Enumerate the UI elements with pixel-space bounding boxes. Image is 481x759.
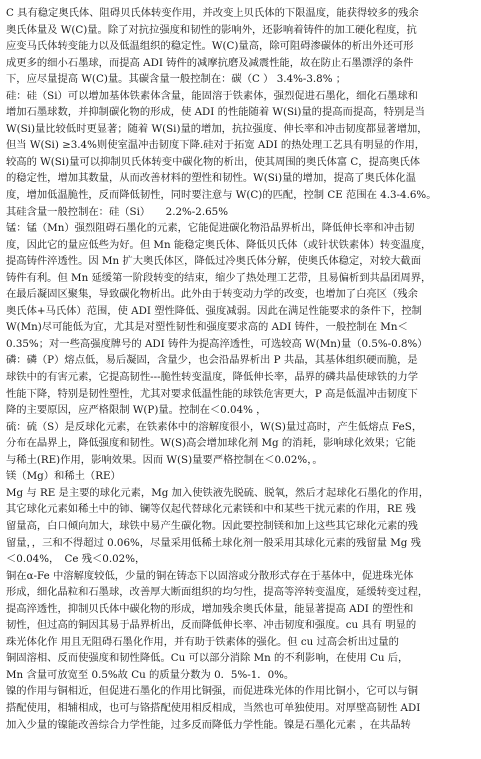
text-line: 提高淬透性，抑制贝氏体中碳化物的形成，增加残余奥氏体量，能显著提高 ADI 的塑性和 [6,602,414,615]
text-line: 度，增加低温脆性，反而降低韧性，同时要注意与 W(C)的匹配，控制 CE 范围在 4.3-4.6%。 [6,189,437,202]
text-line: 镁（Mg）和稀土（RE） [6,470,121,483]
text-line: 度，因此它的量应低些为好。但 Mn 能稳定奥氏体、降低贝氏体（或针状铁素体）转变温度， [6,238,432,251]
document-body [6,5,476,733]
text-line: 分布在晶界上，降低强度和韧性。W(S)高会增加球化剂 Mg 的消耗，影响球化效果；它能 [6,437,416,450]
text-line: 较高的 W(Si)量可以抑制贝氏体转变中碳化物的析出，使其周围的奥氏体富 C，提高奥氏体 [6,155,421,168]
text-line: ＜0.04%， Ce 残＜0.02%， [6,553,146,566]
text-line: Mn 含量可放宽至 0.5%故 Cu 的质量分数为 0．5%-1．0%。 [6,668,295,681]
text-line: 锰：锰（Mn）强烈阻碍石墨化的元素，它能促进碳化物沿晶界析出，降低伸长率和冲击韧 [6,222,415,235]
text-line: 下，应尽量提高 W(C)量。其碳含量一般控制在：碳（C ） 3.4%-3.8% ； [6,73,347,86]
text-line: 形成，细化晶粒和石墨球，改善厚大断面组织的均匀性，提高等淬转变温度，延缓转变过程， [6,586,429,599]
text-line: W(Mn)尽可能低为宜，尤其是对塑性韧性和强度要求高的 ADI 铸件，一般控制在 Mn＜ [6,321,408,334]
text-line: 在最后凝固区聚集，导致碳化物析出。此外由于转变动力学的改变，也增加了白亮区（残余 [6,288,418,301]
text-line: 增加石墨球数，并抑制碳化物的形成，使 ADI 的性能随着 W(Si)量的提高而提高，特别是当 [6,106,425,119]
text-line: 球铁中的有害元素，它提高韧性---脆性转变温度，降低伸长率，晶界的磷共晶使球铁的力学 [6,371,419,384]
text-line: 韧性，但过高的铜因其易于晶界析出，反而降低伸长率、冲击韧度和强度。cu 具有 明显的 [6,619,417,632]
text-line: 铜固溶相、反而使强度和韧性降低。Cu 可以部分消除 Mn 的不利影响，在使用 Cu 后， [6,652,409,665]
text-line: 降的主要原因，应严格限制 W(P)量。控制在＜0.04% ， [6,404,267,417]
text-line: 奥氏体+马氏体）范围，使 ADI 塑性降低、强度减弱。因此在满足性能要求的条件下，控制 [6,304,422,317]
text-line: 应变马氏体转变能力以及低温组织的稳定性。W(C)量高，除可阻碍渗碳体的析出外还可形 [6,40,414,53]
text-line: 铸件有利。但 Mn 延缓第一阶段转变的结束，缩少了热处理工艺带，且易偏析到共晶团周界， [6,271,432,284]
text-line: 留量，，三和不得超过 0.06%，尽量采用低稀土球化剂一般采用其球化元素的残留量 Mg 残 [6,536,421,549]
text-line: 搭配使用，相辅相成，也可与铬搭配使用相反相成，当然也可单独使用。对厚壁高韧性 ADI [6,701,421,714]
text-line: 与稀土(RE)作用，影响效果。因而 W(S)量要严格控制在＜0.02%，。 [6,453,323,466]
text-line: Mg 与 RE 是主要的球化元素，Mg 加入使铁液先脱硫、脱氧，然后才起球化石墨化的作用， [6,486,430,499]
text-line: 提高铸件淬透性。因 Mn 扩大奥氏体区，降低过冷奥氏体分解，使奥氏体稳定，对较大截面 [6,255,422,268]
text-line: W(Si)量比较低时更显著；随着 W(Si)量的增加，抗拉强度、伸长率和冲击韧度都显著增加， [6,122,428,135]
text-line: 铜在α-Fe 中溶解度较低，少量的铜在铸态下以固溶或分散形式存在于基体中，促进珠光体 [6,569,414,582]
text-line: C 具有稳定奥氏体、阻碍贝氏体转变作用，并改变上贝氏体的下限温度，能获得较多的残余 [6,7,419,19]
text-line: 硅：硅（Si）可以增加基体铁素体含量，能固溶于铁素体，强烈促进石墨化，细化石墨球和 [6,89,418,102]
text-line: 珠光体化作 用且无阻碍石墨化作用，并有助于铁素体的强化。但 cu 过高会析出过量的 [6,635,399,648]
text-line: 磷：磷（P）熔点低，易后凝固，含量少，也会沿晶界析出 P 共晶，其基体组织硬而脆，是 [6,354,418,367]
text-line: 留量高，白口倾向加大，球铁中易产生碳化物。因此要控制镁和加上这些其它球化元素的残 [6,519,418,532]
text-line: 加入少量的镍能改善综合力学性能，过多反而降低力学性能。镍是石墨化元素 ，在共晶转 [6,718,411,731]
text-line: 其它球化元素如稀土中的铈、镧等仅起代替球化元素镁和中和某些干扰元素的作用，RE 残 [6,503,416,516]
text-line: 的稳定性，增加其数量，从而改善材料的塑性和韧性。W(Si)量的增加，提高了奥氏体化温 [6,172,416,185]
text-line: 但当 W(Si) ≥3.4%则使室温冲击韧度下降.硅对于拓宽 ADI 的热处理工艺具有明显的作用， [6,139,426,152]
text-line: 硫：硫（S）是反球化元素，在铁素体中的溶解度很小，W(S)量过高时，产生低熔点 FeS， [6,420,423,433]
text-line: 镍的作用与铜相近，但促进石墨化的作用比铜强，而促进珠光体的作用比铜小，它可以与铜 [6,685,418,698]
text-line: 奥氏体量及 W(C)量。除了对抗拉强度和韧性的影响外，还影响着铸件的加工硬化程度，抗 [6,23,417,36]
text-line: 成更多的细小石墨球，而提高 ADI 铸件的减摩抗磨及减震性能，故在防止石墨漂浮的条件 [6,56,414,69]
text-line: 性能下降，特别是韧性塑性，尤其对要求低温性能的球铁危害更大，P 高是低温冲击韧度下 [6,387,418,400]
text-line: 0.35%；对一些高强度牌号的 ADI 铸件为提高淬透性，可选较高 W(Mn)量（0.5%-0.8%） [6,337,428,350]
text-line: 其硅含量一般控制在：硅（Si） 2.2%-2.65% [6,205,228,218]
